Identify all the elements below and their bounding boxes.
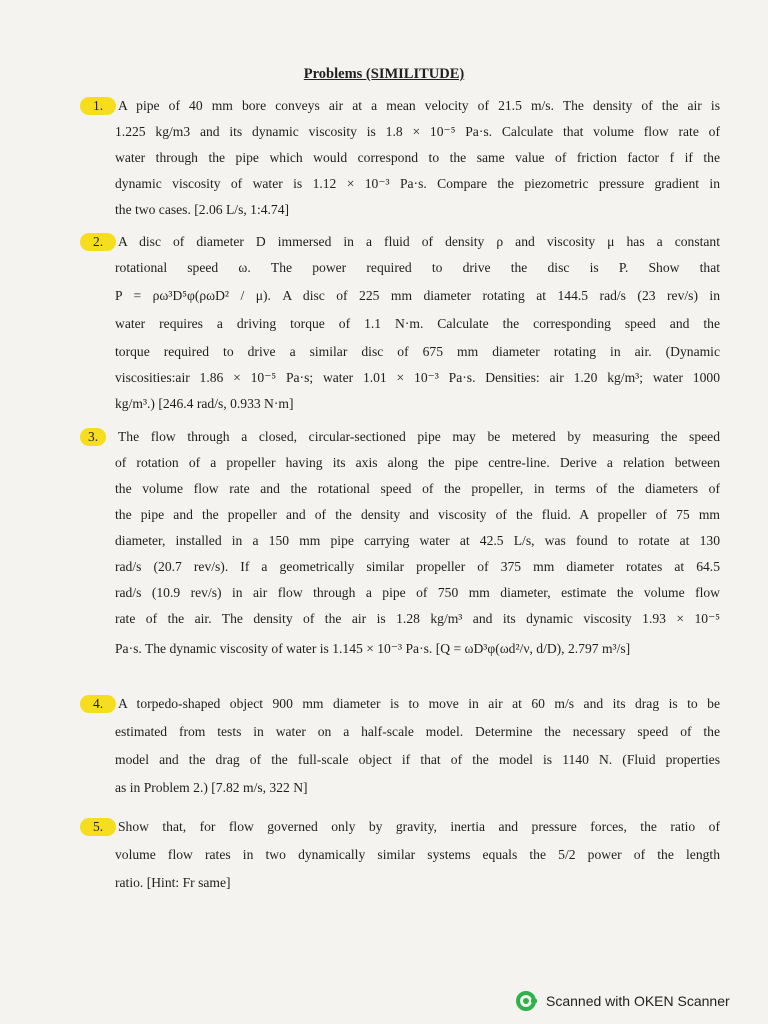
problem-line: torque required to drive a similar disc of 675 mm diameter rotating in air. (Dynamic	[115, 344, 720, 359]
problem-line: Show that, for flow governed only by gravity, inertia and pressure forces, the ratio of	[118, 819, 720, 834]
problem-line: the volume flow rate and the rotational speed of the propeller, in terms of the diameters of	[115, 481, 720, 496]
problem-line: water through the pipe which would correspond to the same value of friction factor f if the	[115, 150, 720, 165]
problem-line: dynamic viscosity of water is 1.12 × 10⁻³ Pa·s. Compare the piezometric pressure gradient in	[115, 176, 720, 191]
watermark-text: Scanned with OKEN Scanner	[546, 993, 730, 1009]
problem-line: diameter, installed in a 150 mm pipe carrying water at 42.5 L/s, was found to rotate at 130	[115, 533, 720, 548]
problem-line: rate of the air. The density of the air is 1.28 kg/m³ and its dynamic viscosity 1.93 × 10⁻⁵	[115, 611, 720, 626]
problem-line: ratio. [Hint: Fr same]	[115, 875, 231, 890]
problem-number-highlight: 4.	[80, 695, 116, 713]
problem-number-highlight: 5.	[80, 818, 116, 836]
oken-scanner-logo-icon	[516, 990, 538, 1012]
scanner-watermark	[516, 990, 730, 1012]
problem-line: estimated from tests in water on a half-scale model. Determine the necessary speed of the	[115, 724, 720, 739]
problem-line: viscosities:air 1.86 × 10⁻⁵ Pa·s; water 1.01 × 10⁻³ Pa·s. Densities: air 1.20 kg/m³; water 1000	[115, 370, 720, 385]
problem-number-highlight: 3.	[80, 428, 106, 446]
problem-line: rad/s (10.9 rev/s) in air flow through a pipe of 750 mm diameter, estimate the volume flow	[115, 585, 720, 600]
problem-line: model and the drag of the full-scale object if that of the model is 1140 N. (Fluid properties	[115, 752, 720, 767]
problem-line: A disc of diameter D immersed in a fluid of density ρ and viscosity μ has a constant	[118, 234, 720, 249]
problem-line: kg/m³.) [246.4 rad/s, 0.933 N·m]	[115, 396, 294, 411]
problem-number-highlight: 2.	[80, 233, 116, 251]
problem-line: rotational speed ω. The power required to drive the disc is P. Show that	[115, 260, 720, 275]
page-title: Problems (SIMILITUDE)	[303, 66, 465, 82]
problem-line: rad/s (20.7 rev/s). If a geometrically similar propeller of 375 mm diameter rotates at 64.5	[115, 559, 720, 574]
problem-line: A torpedo-shaped object 900 mm diameter is to move in air at 60 m/s and its drag is to be	[118, 696, 720, 711]
problem-line: as in Problem 2.) [7.82 m/s, 322 N]	[115, 780, 308, 795]
problem-line: P = ρω³D⁵φ(ρωD² / μ). A disc of 225 mm diameter rotating at 144.5 rad/s (23 rev/s) in	[115, 288, 720, 303]
problem-number-highlight: 1.	[80, 97, 116, 115]
problem-line: the pipe and the propeller and of the density and viscosity of the fluid. A propeller of 75 mm	[115, 507, 720, 522]
problem-line: 1.225 kg/m3 and its dynamic viscosity is 1.8 × 10⁻⁵ Pa·s. Calculate that volume flow rate of	[115, 124, 720, 139]
problem-line: the two cases. [2.06 L/s, 1:4.74]	[115, 202, 290, 217]
problem-line: Pa·s. The dynamic viscosity of water is 1.145 × 10⁻³ Pa·s. [Q = ωD³φ(ωd²/ν, d/D), 2.797 m³/s]	[115, 641, 631, 656]
problem-line: A pipe of 40 mm bore conveys air at a mean velocity of 21.5 m/s. The density of the air is	[118, 98, 720, 113]
problem-line: of rotation of a propeller having its axis along the pipe centre-line. Derive a relation between	[115, 455, 720, 470]
problem-line: water requires a driving torque of 1.1 N·m. Calculate the corresponding speed and the	[115, 316, 720, 331]
problem-line: The flow through a closed, circular-sectioned pipe may be metered by measuring the speed	[118, 429, 720, 444]
problem-line: volume flow rates in two dynamically similar systems equals the 5/2 power of the length	[115, 847, 720, 862]
